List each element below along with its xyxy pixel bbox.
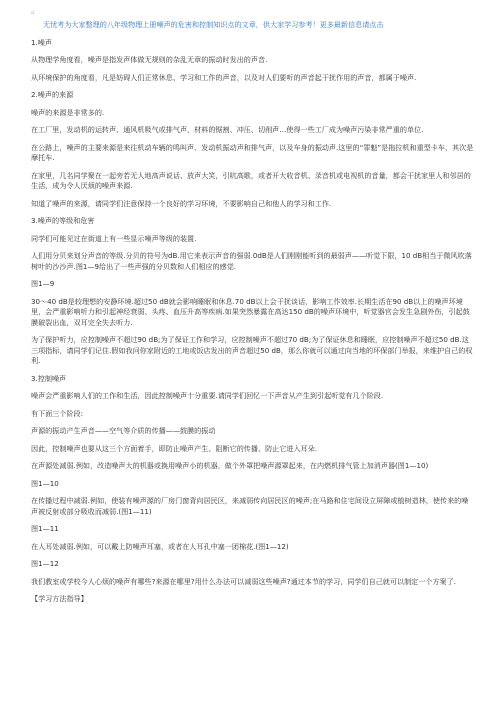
paragraph: 知道了噪声的来源，请同学们注意保持一个良好的学习环境，不要影响自己和他人的学习和工作.	[31, 198, 332, 208]
paragraph: 从环境保护的角度看，凡是妨碍人们正常休息、学习和工作的声音，以及对人们要听的声音起干扰作用的声音，都属于噪声.	[31, 72, 417, 82]
paragraph: 在人耳处减弱.例如，可以戴上防噪声耳塞，或者在人耳孔中塞一团棉花.(图1—12)	[31, 541, 289, 551]
intro-line	[31, 20, 475, 31]
paragraph: 有下面三个阶段:	[31, 408, 84, 418]
paragraph: 噪声会严重影响人们的工作和生活，因此控制噪声十分重要.请同学们回忆一下声音从产生到引起听觉有几个阶段.	[31, 391, 384, 400]
paragraph: 3.控制噪声	[31, 373, 67, 383]
paragraph: 30～40 dB是较理想的安静环境.超过50 dB就会影响睡眠和休息.70 dB以上会干扰谈话，影响工作效率.长期生活在90 dB以上的噪声环境里，会严重影响听力和引起神经衰弱、头疼、血压升高等疾病.如果突然暴露在高达150 dB的噪声环境中，听觉器官会发生急剧外伤，引起鼓膜破裂出血，双耳完全失去听力.	[31, 296, 470, 327]
paragraph: 在传播过程中减弱.例如，使装有噪声源的厂房门窗背向居民区，来减弱传向居民区的噪声;在马路和住宅间设立屏障或植树造林，使传来的噪声被反射或部分吸收而减弱.(图1—11)	[31, 496, 469, 516]
paragraph: 我们教室或学校今人心烦的噪声有哪些?来源在哪里?用什么办法可以减弱这些噪声?通过本节的学习，同学们自己就可以制定一个方案了.	[31, 576, 456, 586]
article-body	[31, 20, 475, 612]
paragraph-list	[31, 38, 475, 605]
paragraph: 为了保护听力，应控制噪声不超过90 dB;为了保证工作和学习，应控制噪声不超过70 dB;为了保证休息和睡眠，应控制噪声不超过50 dB.这三项指标，请同学们记住.假如我问你家附近的工地或饭店发出的声音超过50 dB，那么你就可以通过向当地的环保部门举报，来维护自己的权利.	[31, 335, 473, 365]
paragraph: 从物理学角度看，噪声是指发声体做无规则的杂乱无章的振动时发出的声音.	[31, 55, 268, 64]
paragraph: 在工厂里，发动机的运转声、通风机吸气或排气声，材料的锯割、冲压、切削声…使得一些工厂成为噪声污染非常严重的单位.	[31, 125, 424, 134]
paragraph: 在公路上，噪声的主要来源是来往机动车辆的鸣叫声、发动机振动声和排气声，以及车身的振动声.这里的“罪魁”是拖拉机和重型卡车，其次是摩托车.	[31, 142, 474, 162]
paragraph: 3.噪声的等级和危害	[31, 216, 95, 225]
paragraph: 噪声的来源是非常多的.	[31, 107, 105, 117]
paragraph: 图1—10	[31, 478, 59, 488]
paragraph: 1.噪声	[31, 37, 52, 47]
paragraph: 【学习方法指导】	[31, 594, 88, 603]
paragraph: 图1—11	[31, 524, 59, 533]
paragraph: 在声源处减弱.例如，改造噪声大的机器或换用噪声小的机器，做个外罩把噪声源罩起来，在内燃机排气管上加消声器(图1—10)	[31, 461, 429, 470]
paragraph: 图1—9	[31, 279, 55, 288]
paragraph: 人们用分贝来划分声音的等级.分贝的符号为dB.用它来表示声音的强弱.0dB是人们刚刚能听到的最弱声——听觉下限，10 dB相当于微风吹落树叶的沙沙声.图1—9给出了一些声强的分贝数和人们相应的感觉.	[31, 251, 472, 271]
paragraph: 因此，控制噪声也要从这三个方面着手，即防止噪声产生、阻断它的传播、防止它进入耳朵.	[31, 443, 318, 453]
paragraph: 在家里，几名同学聚在一起旁若无人地高声说话、放声大笑，引吭高歌，或者开大收音机、录音机或电视机的音量，都会干扰家里人和邻居的生活，成为令人厌烦的噪声来源.	[31, 170, 471, 190]
corner-mark: ▫	[31, 10, 35, 16]
paragraph: 图1—12	[31, 559, 59, 568]
brand-link[interactable]: 无忧考	[43, 20, 65, 29]
paragraph: 同学们可能见过在街道上有一些显示噪声等级的装置.	[31, 233, 197, 243]
intro-text: 为大家整理的八年级物理上册噪声的危害和控制知识点的文章，供大家学习参考！更多最新信息请点击	[64, 20, 384, 29]
paragraph: 2.噪声的来源	[31, 90, 74, 99]
paragraph: 声源的振动产生声音——空气等介质的传播——鼓膜的振动	[31, 426, 216, 435]
